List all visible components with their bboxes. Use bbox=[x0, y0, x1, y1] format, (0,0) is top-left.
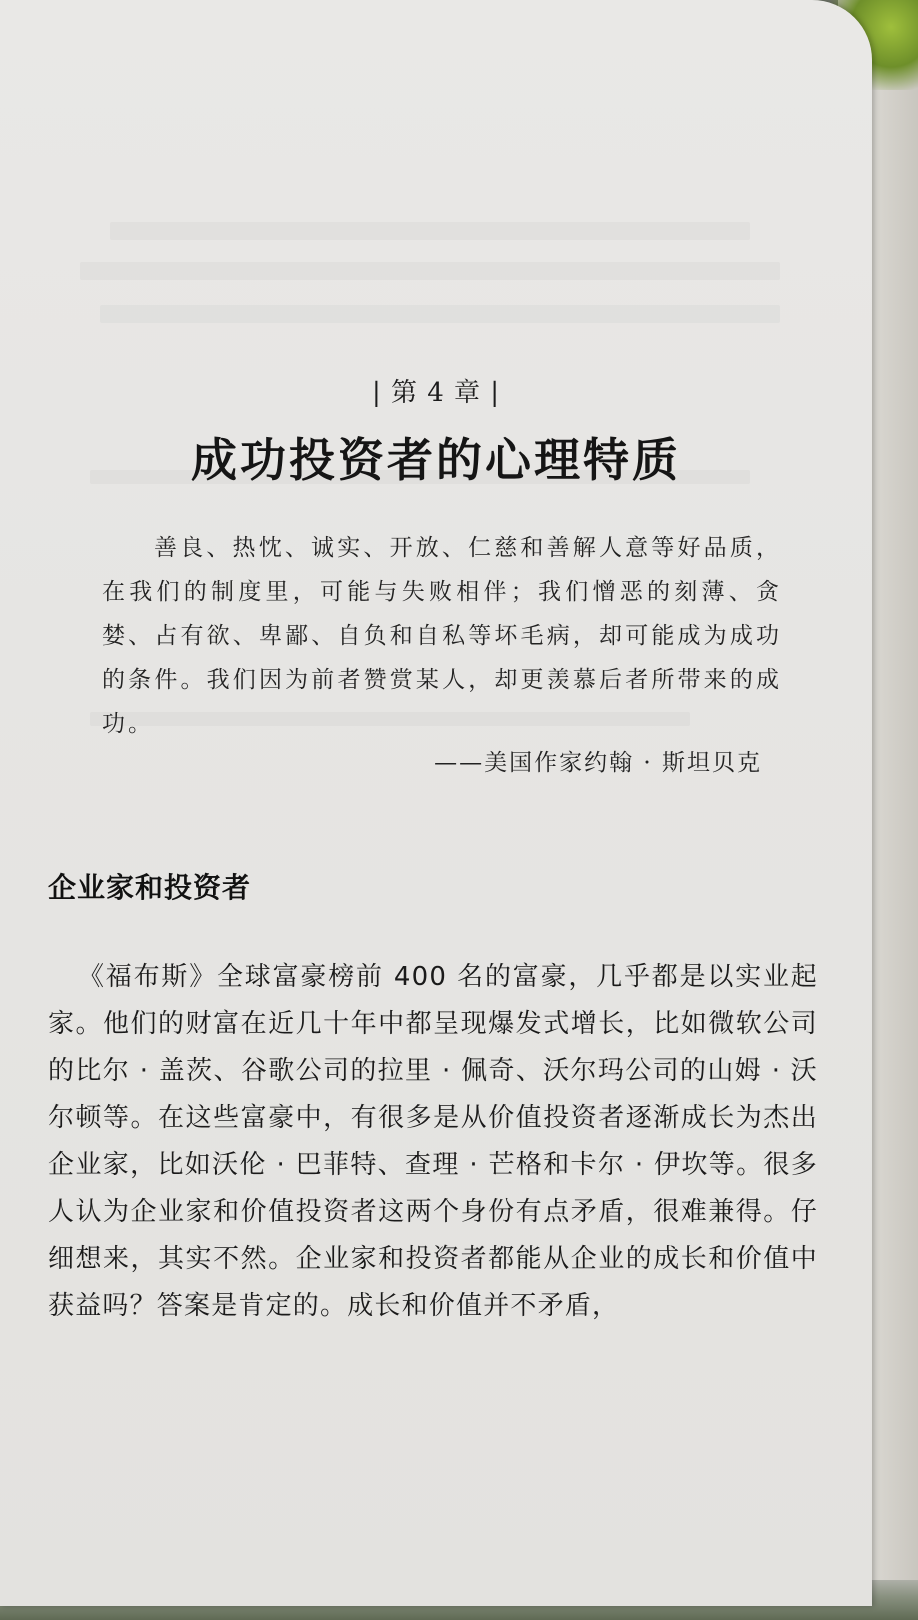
chapter-title: 成功投资者的心理特质 bbox=[191, 433, 681, 487]
body-paragraph: 《福布斯》全球富豪榜前 400 名的富豪，几乎都是以实业起家。他们的财富在近几十年中都呈现爆发式增长，比如微软公司的比尔 · 盖茨、谷歌公司的拉里 · 佩奇、沃尔玛公司的山姆 · 沃尔顿等。在这些富豪中，有很多是从价值投资者逐渐成长为杰出企业家，比如沃伦 · 巴菲特、查理 · 芒格和卡尔 · 伊坎等。很多人认为企业家和价值投资者这两个身份有点矛盾，很难兼得。仔细想来，其实不然。企业家和投资者都能从企业的成长和价值中获益吗？答案是肯定的。成长和价值并不矛盾， bbox=[48, 962, 818, 1321]
section-heading: 企业家和投资者 bbox=[48, 871, 252, 904]
bleed-through-line bbox=[110, 222, 750, 240]
epigraph-quote: 善良、热忱、诚实、开放、仁慈和善解人意等好品质，在我们的制度里，可能与失败相伴；我们憎恶的刻薄、贪婪、占有欲、卑鄙、自负和自私等坏毛病，却可能成为成功的条件。我们因为前者赞赏某人，却更羡慕后者所带来的成功。 bbox=[102, 535, 782, 737]
epigraph-attribution: ——美国作家约翰 · 斯坦贝克 bbox=[434, 750, 762, 776]
bleed-through-line bbox=[80, 262, 780, 280]
chapter-label: | 第 4 章 | bbox=[371, 378, 501, 408]
bleed-through-line bbox=[100, 305, 780, 323]
